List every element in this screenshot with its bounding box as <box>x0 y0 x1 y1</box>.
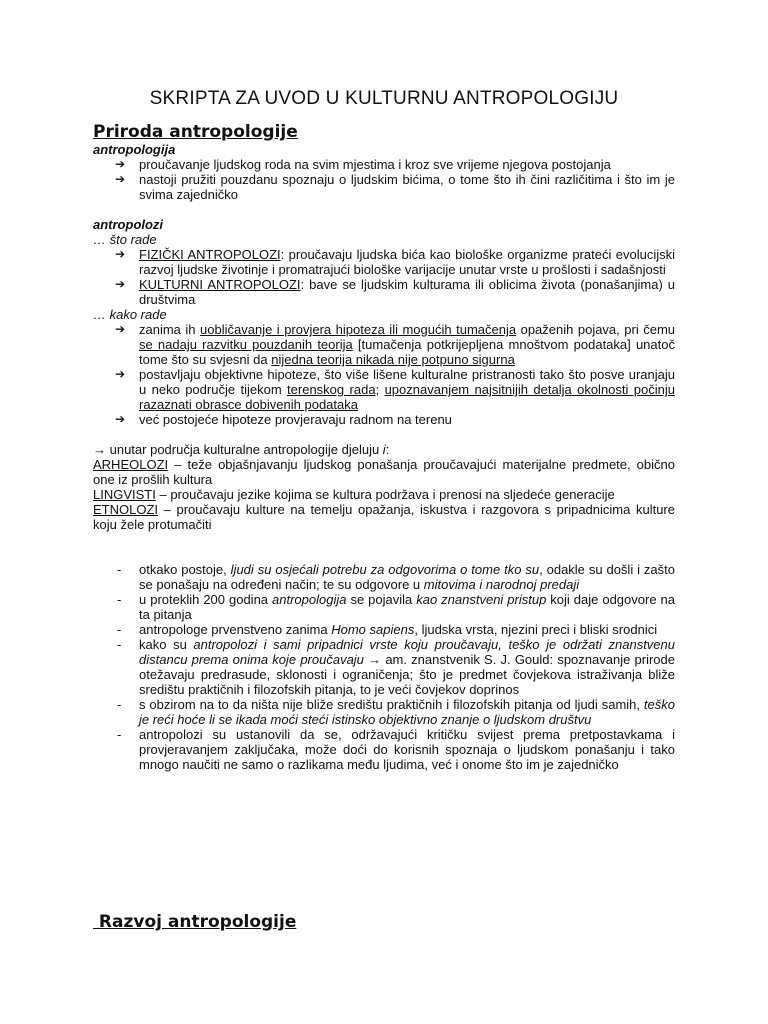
list-item: - kako su antropolozi i sami pripadnici vrste koju proučavaju, teško je održati znanstvenu distancu prema onima koje proučavaju → am. znanstvenik S. J. Gould: spoznavanje prirode otežavaju predrasude, sklonosti i ograničenja; što je predmet čovjekova istraživanja bliže središtu praktičnih i filozofskih pitanja, to je veći čovjekov doprinos <box>117 637 675 697</box>
bullet-list-kako-rade <box>93 322 675 427</box>
field-arheolozi: ARHEOLOZI – teže objašnjavanju ljudskog ponašanja proučavajući materijalne predmete, obično one iz prošlih kultura <box>93 457 675 487</box>
section-body-priroda <box>93 142 675 772</box>
list-item: ➔ nastoji pružiti pouzdanu spoznaju o ljudskim bićima, o tome što ih čini različitima i što im je svima zajedničko <box>115 172 675 202</box>
list-item: ➔ KULTURNI ANTROPOLOZI: bave se ljudskim kulturama ili oblicima života (ponašanjima) u društvima <box>115 277 675 307</box>
label-antropolozi: antropolozi <box>93 217 164 232</box>
list-item: - s obzirom na to da ništa nije bliže središtu praktičnih i filozofskih pitanja od ljudi samih, teško je reći hoće li se ikada moći steći istinsko objektivno znanje o ljudskom društvu <box>117 697 675 727</box>
arrow-right-icon: ➔ <box>115 322 126 336</box>
subheading-sto-rade: … što rade <box>93 232 157 247</box>
list-item: - antropolozi su ustanovili da se, održavajući kritičku svijest prema pretpostavkama i provjeravanjem zaključaka, može doći do korisnih spoznaja o ljudskom ponašanju i tako mnogo naučiti ne samo o razlikama među ljudima, već i onome što im je zajedničko <box>117 727 675 772</box>
field-etnolozi: ETNOLOZI – proučavaju kulture na temelju opažanja, iskustva i razgovora s pripadnicima kulture koju žele protumačiti <box>93 502 675 532</box>
section-heading-razvoj: Razvoj antropologije <box>93 912 297 932</box>
field-lingvisti: LINGVISTI – proučavaju jezike kojima se kultura podržava i prenosi na sljedeće generacije <box>93 487 615 502</box>
list-item: - antropologe prvenstveno zanima Homo sapiens, ljudska vrsta, njezini preci i bliski srodnici <box>117 622 658 637</box>
list-item: ➔ zanima ih uobličavanje i provjera hipoteza ili mogućih tumačenja opaženih pojava, pri čemu se nadaju razvitku pouzdanih teorija [tumačenja potkrijepljena mnoštvom podataka] unatoč tome što su svjesni da nijedna teorija nikada nije potpuno sigurna <box>115 322 676 367</box>
arrow-right-icon: ➔ <box>115 367 126 381</box>
subheading-kako-rade: … kako rade <box>93 307 167 322</box>
list-item: - otkako postoje, ljudi su osjećali potrebu za odgovorima o tome tko su, odakle su došli i zašto se ponašaju na određeni način; te su odgovore u mitovima i narodnoj predaji <box>117 562 676 592</box>
bullet-list-antropologija <box>93 157 675 202</box>
bullet-list-sto-rade <box>93 247 675 307</box>
list-item: - u proteklih 200 godina antropologija se pojavila kao znanstveni pristup koji daje odgovore na ta pitanja <box>117 592 676 622</box>
list-item: ➔ proučavanje ljudskog roda na svim mjestima i kroz sve vrijeme njegova postojanja <box>115 157 611 172</box>
list-item: ➔ FIZIČKI ANTROPOLOZI: proučavaju ljudska bića kao biološke organizme prateći evolucijski razvoj ljudske životinje i promatrajući biološke varijacije unutar vrste u prošlosti i sadašnjosti <box>115 247 675 277</box>
arrow-right-icon: ➔ <box>115 247 126 261</box>
arrow-right-icon: ➔ <box>115 412 126 426</box>
arrow-right-icon: ➔ <box>115 172 126 186</box>
label-antropologija: antropologija <box>93 142 176 157</box>
arrow-right-icon: ➔ <box>115 157 126 171</box>
section-heading-priroda: Priroda antropologije <box>93 122 298 142</box>
dash-list <box>93 562 675 772</box>
document-title: SKRIPTA ZA UVOD U KULTURNU ANTROPOLOGIJU <box>149 88 619 109</box>
arrow-right-icon: ➔ <box>115 277 126 291</box>
list-item: ➔ već postojeće hipoteze provjeravaju radnom na terenu <box>115 412 452 427</box>
list-item: ➔ postavljaju objektivne hipoteze, što više lišene kulturalne pristranosti tako što posve uranjaju u neko područje tijekom terenskog rada; upoznavanjem najsitnijih detalja okolnosti počinju razaznati obrasce dobivenih podataka <box>115 367 675 412</box>
intro-fields: → unutar područja kulturalne antropologije djeluju i: <box>93 442 390 457</box>
